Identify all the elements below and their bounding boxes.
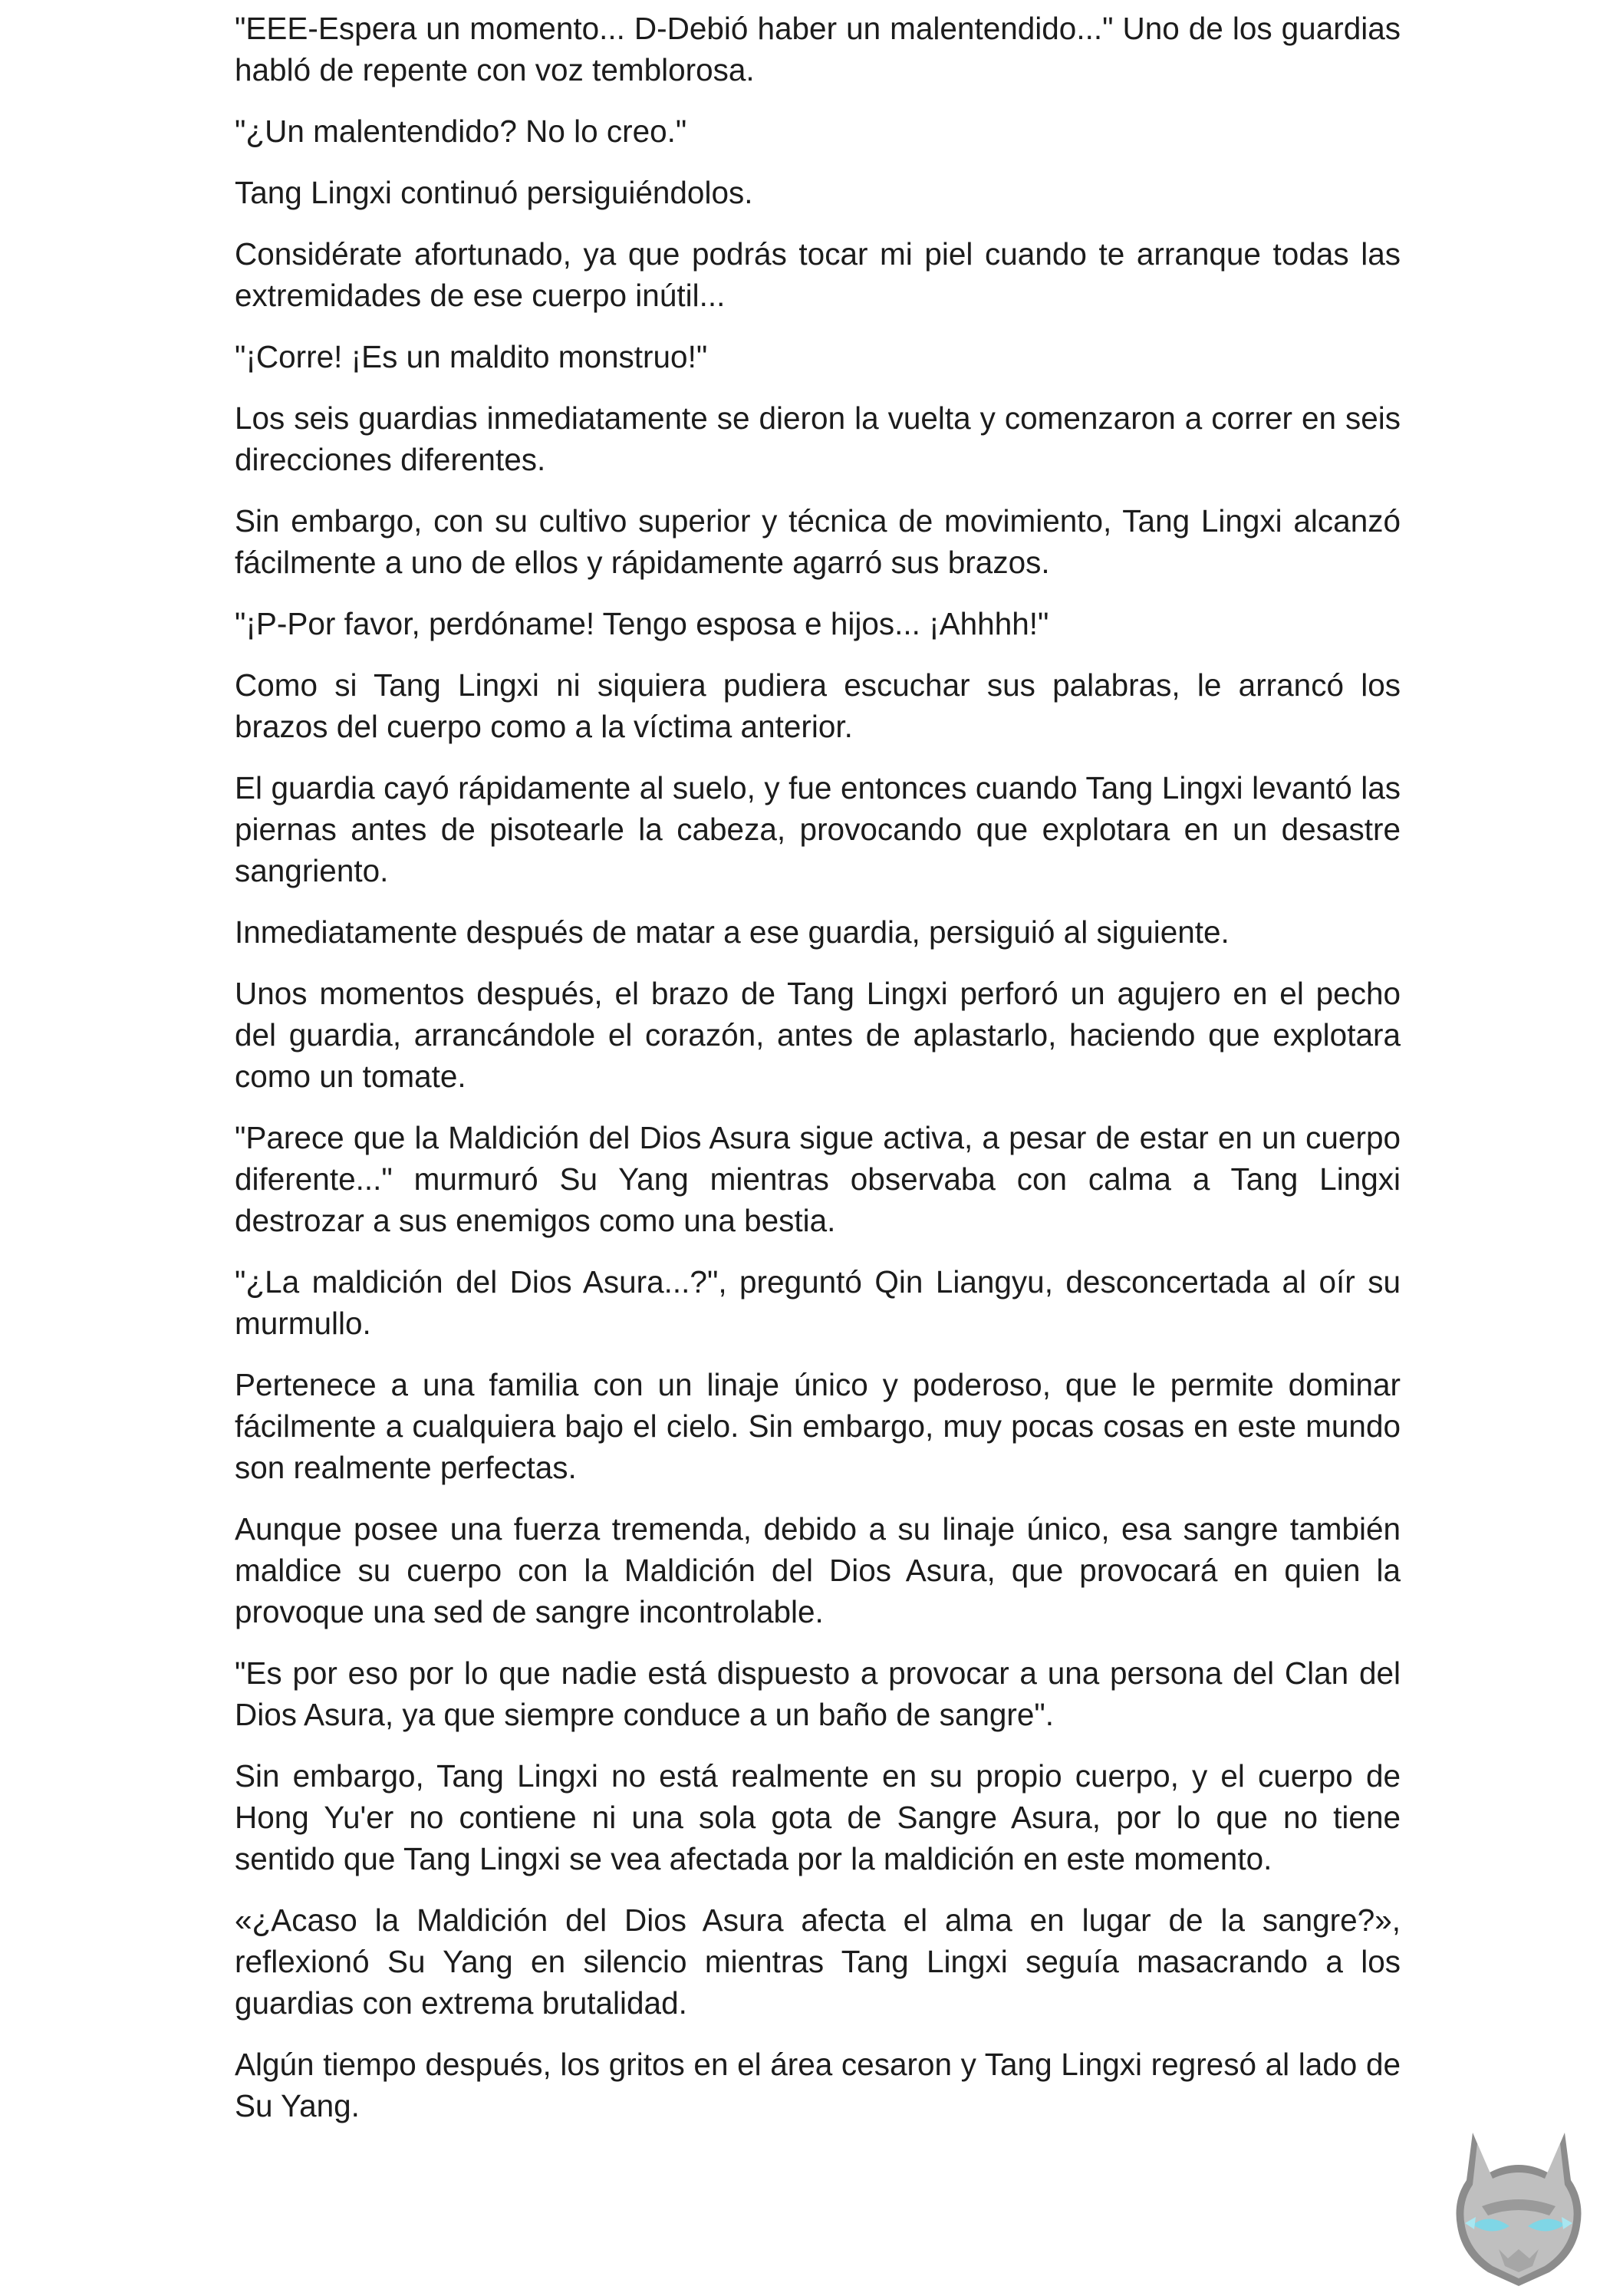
paragraph: "Es por eso por lo que nadie está dispuesto a provocar a una persona del Clan del Dios Asura, ya que siempre conduce a un baño de sangre". (235, 1655, 1401, 1732)
paragraph: Inmediatamente después de matar a ese guardia, persiguió al siguiente. (235, 914, 1230, 950)
paragraph: Los seis guardias inmediatamente se dieron la vuelta y comenzaron a correr en seis direcciones diferentes. (235, 400, 1401, 477)
paragraph: «¿Acaso la Maldición del Dios Asura afecta el alma en lugar de la sangre?», reflexionó Su Yang en silencio mientras Tang Lingxi seguía masacrando a los guardias con extrema brutalidad. (235, 1902, 1401, 2021)
paragraph: Pertenece a una familia con un linaje único y poderoso, que le permite dominar fácilmente a cualquiera bajo el cielo. Sin embargo, muy pocas cosas en este mundo son realmente perfectas. (235, 1367, 1401, 1485)
paragraph: Algún tiempo después, los gritos en el área cesaron y Tang Lingxi regresó al lado de Su Yang. (235, 2047, 1401, 2123)
paragraph: Unos momentos después, el brazo de Tang Lingxi perforó un agujero en el pecho del guardia, arrancándole el corazón, antes de aplastarlo, haciendo que explotara como un tomate. (235, 976, 1401, 1094)
paragraph: "Parece que la Maldición del Dios Asura sigue activa, a pesar de estar en un cuerpo diferente..." murmuró Su Yang mientras observaba con calma a Tang Lingxi destrozar a sus enemigos como una bestia. (235, 1120, 1401, 1238)
document-page (235, 8, 1401, 2146)
paragraph: Sin embargo, Tang Lingxi no está realmente en su propio cuerpo, y el cuerpo de Hong Yu'er no contiene ni una sola gota de Sangre Asura, por lo que no tiene sentido que Tang Lingxi se vea afectada por la maldición en este momento. (235, 1758, 1401, 1876)
paragraph: Considérate afortunado, ya que podrás tocar mi piel cuando te arranque todas las extremidades de ese cuerpo inútil... (235, 236, 1401, 313)
paragraph: "¿La maldición del Dios Asura...?", preguntó Qin Liangyu, desconcertada al oír su murmullo. (235, 1264, 1401, 1341)
paragraph: El guardia cayó rápidamente al suelo, y fue entonces cuando Tang Lingxi levantó las piernas antes de pisotearle la cabeza, provocando que explotara en un desastre sangriento. (235, 770, 1401, 888)
paragraph: "EEE-Espera un momento... D-Debió haber un malentendido..." Uno de los guardias habló de repente con voz temblorosa. (235, 11, 1401, 87)
paragraph: Como si Tang Lingxi ni siquiera pudiera escuchar sus palabras, le arrancó los brazos del cuerpo como a la víctima anterior. (235, 667, 1401, 744)
paragraph: "¡P-Por favor, perdóname! Tengo esposa e hijos... ¡Ahhhh!" (235, 606, 1049, 641)
paragraph: Aunque posee una fuerza tremenda, debido a su linaje único, esa sangre también maldice su cuerpo con la Maldición del Dios Asura, que provocará en quien la provoque una sed de sangre incontrolable. (235, 1511, 1401, 1629)
demon-head-logo-icon (1442, 2126, 1595, 2288)
paragraph: Tang Lingxi continuó persiguiéndolos. (235, 175, 753, 210)
paragraph: Sin embargo, con su cultivo superior y técnica de movimiento, Tang Lingxi alcanzó fácilmente a uno de ellos y rápidamente agarró sus brazos. (235, 503, 1401, 580)
paragraph: "¡Corre! ¡Es un maldito monstruo!" (235, 339, 708, 374)
paragraph: "¿Un malentendido? No lo creo." (235, 114, 687, 149)
